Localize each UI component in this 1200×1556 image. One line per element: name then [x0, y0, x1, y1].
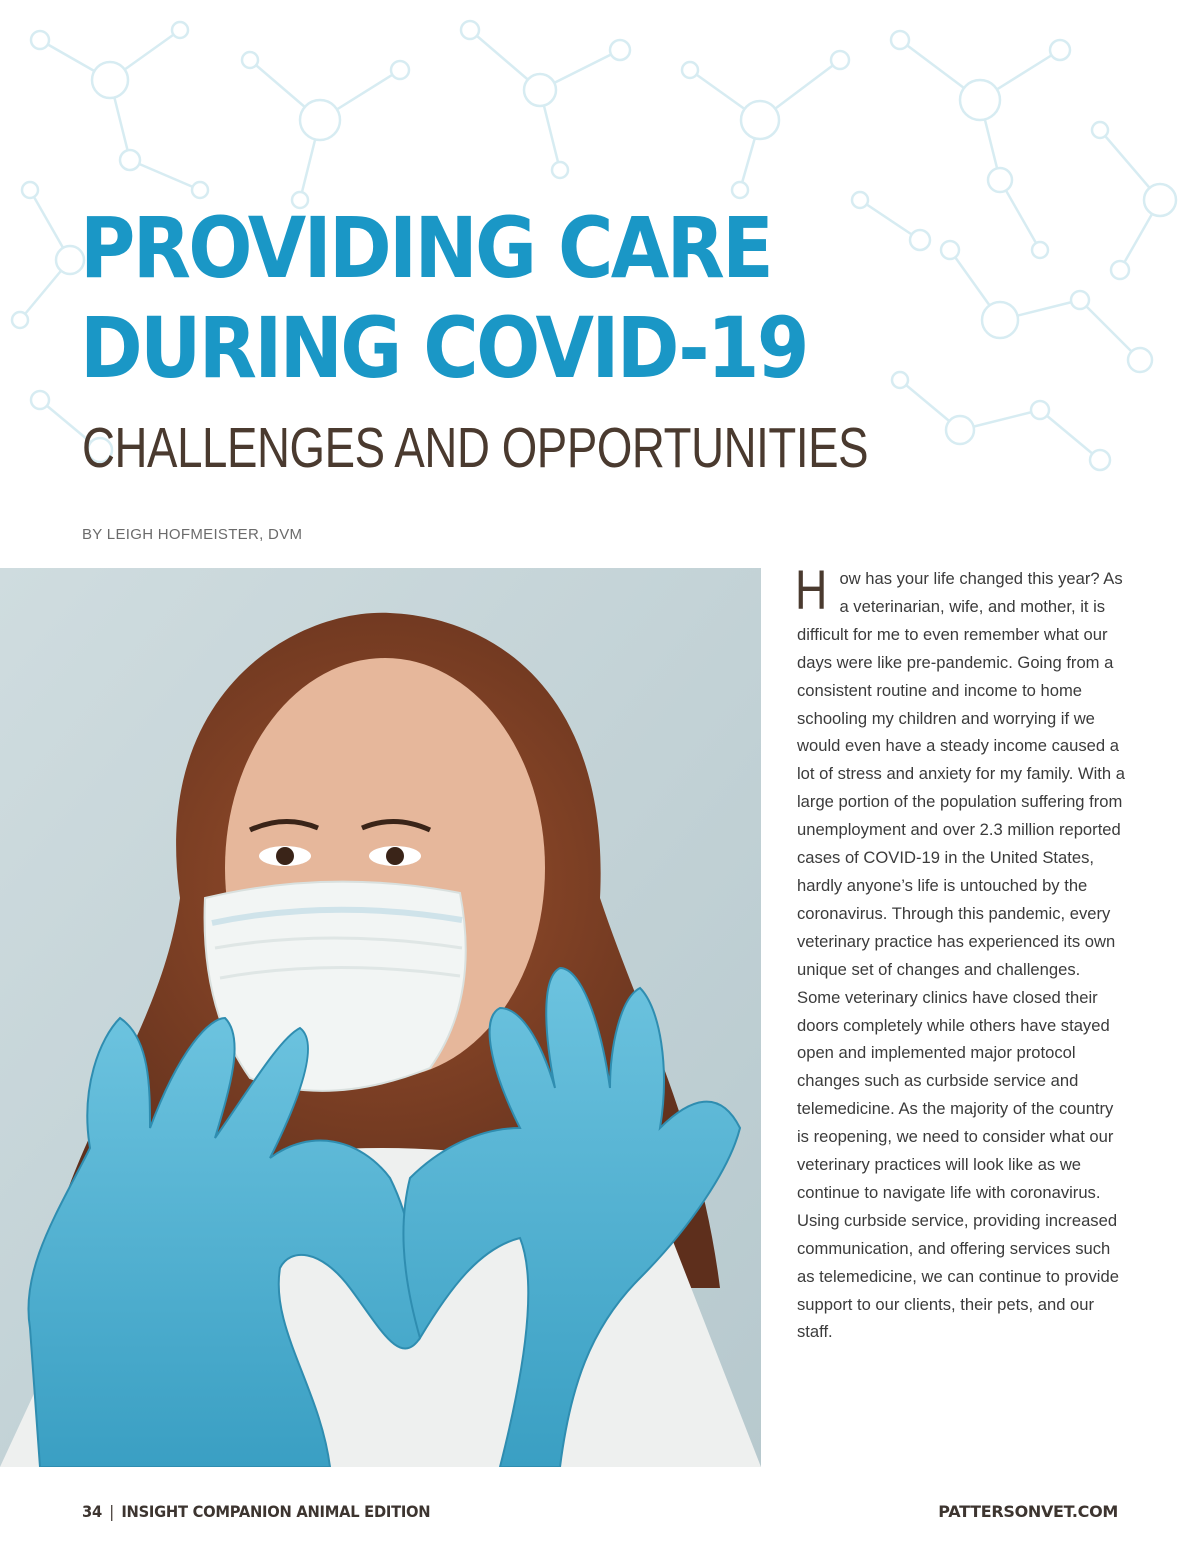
publication-name: INSIGHT COMPANION ANIMAL EDITION [121, 1502, 431, 1521]
article-headline [80, 198, 807, 398]
footer-folio [82, 1502, 430, 1521]
article-byline: BY LEIGH HOFMEISTER, DVM [82, 526, 303, 543]
article-body-text: ow has your life changed this year? As a veterinarian, wife, and mother, it is difficult for me to even remember what our days were like pre-pandemic. Going from a consistent routine and income to home schooling my children and worrying if we would even have a steady income caused a lot of stress and anxiety for my family. With a large portion of the population suffering from unemployment and over 2.3 million reported cases of COVID-19 in the United States, hardly anyone’s life is untouched by the coronavirus. Through this pandemic, every veterinary practice has experienced its own unique set of changes and challenges. Some veterinary clinics have closed their doors completely while others have stayed open and implemented major protocol changes such as curbside service and telemedicine. As the majority of the country is reopening, we need to consider what our veterinary practices will look like as we continue to navigate life with coronavirus. Using curbside service, providing increased communication, and offering services such as telemedicine, we can continue to provide support to our clients, their pets, and our staff. [797, 569, 1125, 1342]
article-photo [0, 568, 761, 1467]
woman-mask-gloves-heart-illustration [0, 568, 761, 1467]
footer-website[interactable]: PATTERSONVET.COM [938, 1502, 1118, 1521]
headline-line-1: PROVIDING CARE [80, 199, 772, 297]
article-subheadline: CHALLENGES AND OPPORTUNITIES [82, 416, 869, 480]
footer-separator: | [109, 1502, 114, 1521]
article-body [795, 558, 1125, 1346]
drop-cap: H [795, 558, 828, 621]
page-number: 34 [82, 1502, 102, 1521]
headline-line-2: DURING COVID-19 [80, 299, 807, 397]
